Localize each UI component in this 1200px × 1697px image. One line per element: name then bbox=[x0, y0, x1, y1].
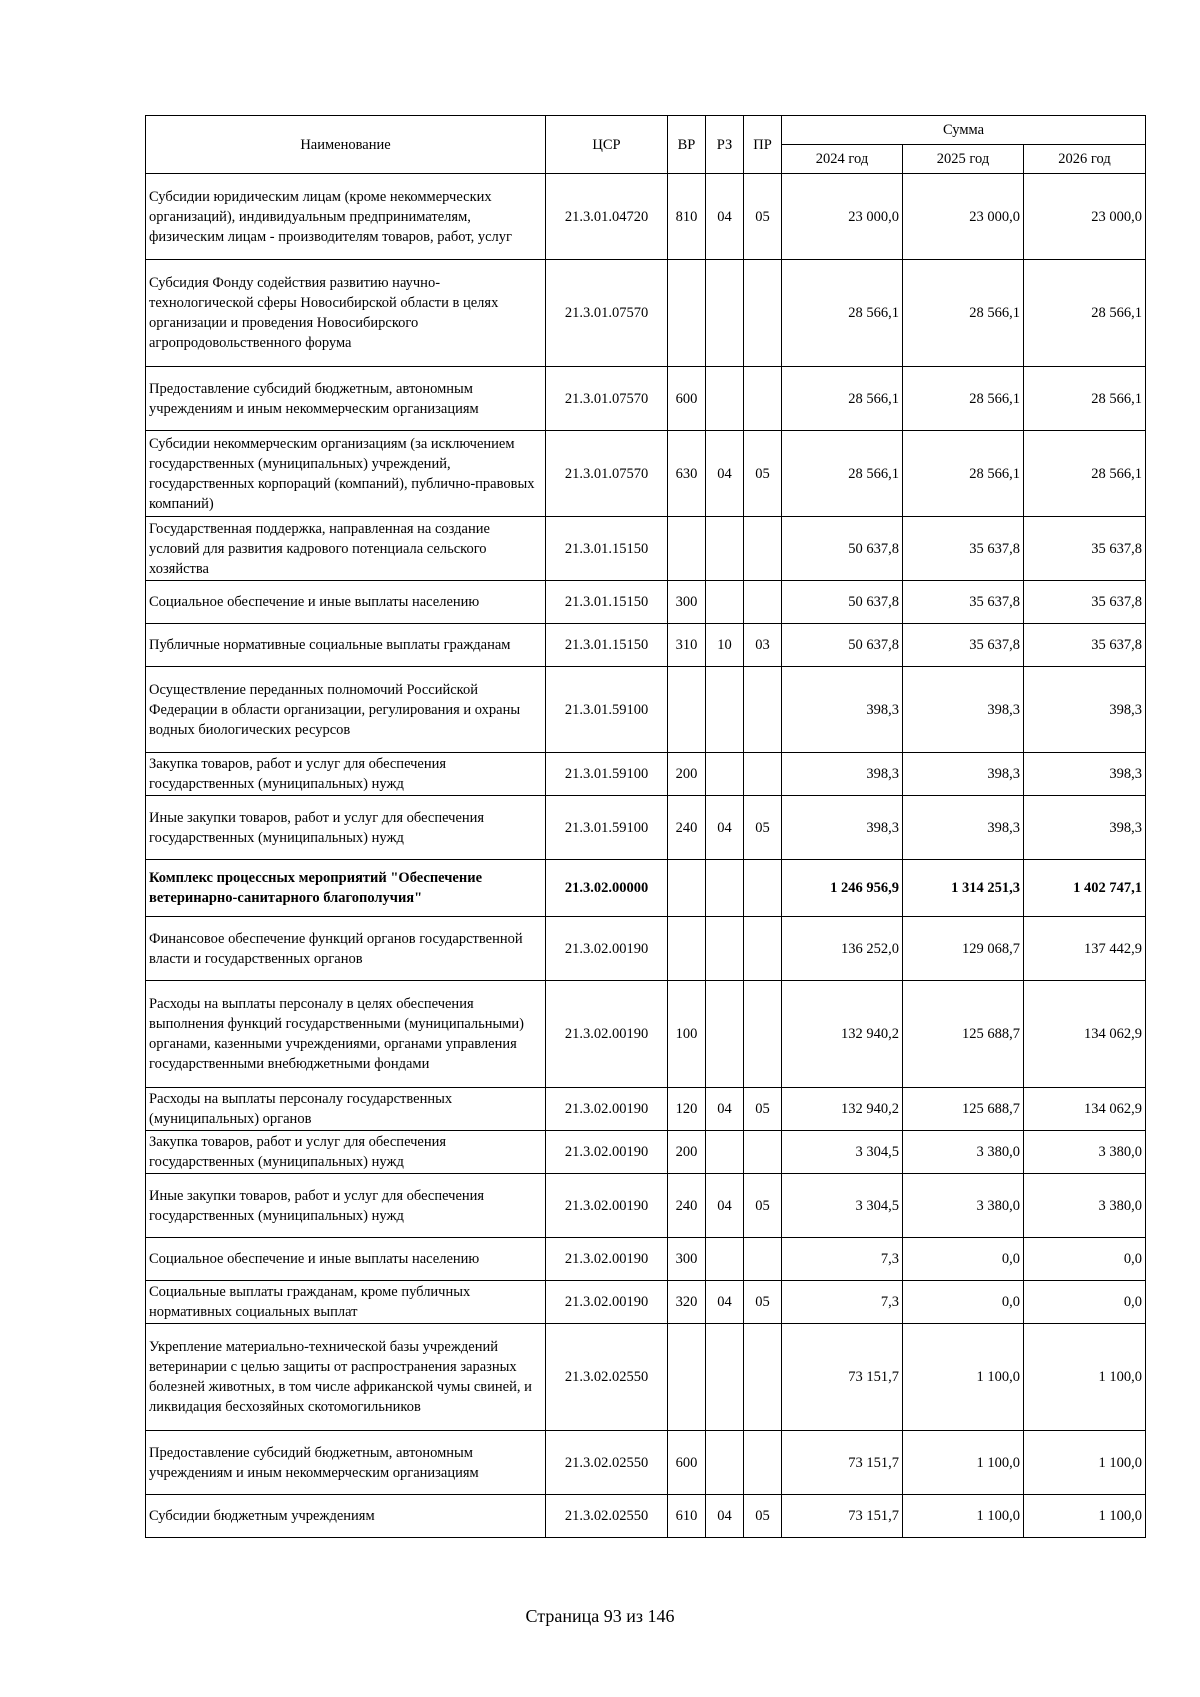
row-sum-2026: 134 062,9 bbox=[1024, 981, 1146, 1088]
header-vr: ВР bbox=[668, 116, 706, 174]
row-sum-2025: 1 314 251,3 bbox=[903, 860, 1024, 917]
row-rz bbox=[706, 581, 744, 624]
row-name: Осуществление переданных полномочий Российской Федерации в области организации, регулирования и охраны водных биологических ресурсов bbox=[146, 667, 546, 753]
row-sum-2024: 132 940,2 bbox=[782, 981, 903, 1088]
row-sum-2024: 50 637,8 bbox=[782, 624, 903, 667]
budget-table bbox=[145, 115, 1146, 1538]
row-sum-2025: 35 637,8 bbox=[903, 581, 1024, 624]
row-rz: 10 bbox=[706, 624, 744, 667]
row-vr bbox=[668, 260, 706, 367]
header-sum: Сумма bbox=[782, 116, 1146, 145]
row-name: Предоставление субсидий бюджетным, автономным учреждениям и иным некоммерческим организациям bbox=[146, 1431, 546, 1495]
row-vr: 240 bbox=[668, 796, 706, 860]
row-sum-2025: 28 566,1 bbox=[903, 431, 1024, 517]
row-pr: 05 bbox=[744, 174, 782, 260]
row-sum-2024: 73 151,7 bbox=[782, 1495, 903, 1538]
row-pr bbox=[744, 1238, 782, 1281]
row-sum-2025: 28 566,1 bbox=[903, 367, 1024, 431]
row-sum-2025: 28 566,1 bbox=[903, 260, 1024, 367]
row-name: Субсидии юридическим лицам (кроме некоммерческих организаций), индивидуальным предпринимателям, физическим лицам - производителям товаров, работ, услуг bbox=[146, 174, 546, 260]
row-csr: 21.3.02.00190 bbox=[546, 917, 668, 981]
table-row bbox=[146, 667, 1146, 753]
table-body bbox=[146, 174, 1146, 1538]
row-csr: 21.3.01.59100 bbox=[546, 753, 668, 796]
row-name: Социальное обеспечение и иные выплаты населению bbox=[146, 581, 546, 624]
row-sum-2025: 125 688,7 bbox=[903, 1088, 1024, 1131]
row-name: Закупка товаров, работ и услуг для обеспечения государственных (муниципальных) нужд bbox=[146, 753, 546, 796]
row-csr: 21.3.02.00000 bbox=[546, 860, 668, 917]
row-sum-2026: 23 000,0 bbox=[1024, 174, 1146, 260]
row-sum-2025: 1 100,0 bbox=[903, 1324, 1024, 1431]
row-vr: 300 bbox=[668, 581, 706, 624]
table-row bbox=[146, 624, 1146, 667]
row-name: Публичные нормативные социальные выплаты гражданам bbox=[146, 624, 546, 667]
row-name: Иные закупки товаров, работ и услуг для обеспечения государственных (муниципальных) нужд bbox=[146, 796, 546, 860]
header-year-2026: 2026 год bbox=[1024, 145, 1146, 174]
row-rz bbox=[706, 1431, 744, 1495]
row-csr: 21.3.02.02550 bbox=[546, 1324, 668, 1431]
row-sum-2026: 398,3 bbox=[1024, 667, 1146, 753]
row-csr: 21.3.01.04720 bbox=[546, 174, 668, 260]
row-pr: 05 bbox=[744, 796, 782, 860]
row-pr bbox=[744, 917, 782, 981]
row-sum-2026: 134 062,9 bbox=[1024, 1088, 1146, 1131]
page-number: Страница 93 из 146 bbox=[525, 1606, 675, 1626]
row-vr: 240 bbox=[668, 1174, 706, 1238]
row-sum-2025: 35 637,8 bbox=[903, 624, 1024, 667]
row-vr: 200 bbox=[668, 753, 706, 796]
row-vr bbox=[668, 667, 706, 753]
row-rz bbox=[706, 753, 744, 796]
row-vr: 810 bbox=[668, 174, 706, 260]
row-pr bbox=[744, 981, 782, 1088]
row-rz: 04 bbox=[706, 1174, 744, 1238]
row-vr: 200 bbox=[668, 1131, 706, 1174]
row-csr: 21.3.02.00190 bbox=[546, 1088, 668, 1131]
table-row bbox=[146, 753, 1146, 796]
row-csr: 21.3.01.15150 bbox=[546, 517, 668, 581]
row-sum-2026: 137 442,9 bbox=[1024, 917, 1146, 981]
row-pr: 03 bbox=[744, 624, 782, 667]
row-sum-2024: 23 000,0 bbox=[782, 174, 903, 260]
row-csr: 21.3.01.07570 bbox=[546, 260, 668, 367]
row-rz bbox=[706, 917, 744, 981]
row-sum-2024: 28 566,1 bbox=[782, 367, 903, 431]
row-name: Государственная поддержка, направленная на создание условий для развития кадрового потенциала сельского хозяйства bbox=[146, 517, 546, 581]
row-sum-2026: 3 380,0 bbox=[1024, 1131, 1146, 1174]
row-sum-2025: 23 000,0 bbox=[903, 174, 1024, 260]
row-csr: 21.3.02.00190 bbox=[546, 1131, 668, 1174]
row-pr bbox=[744, 581, 782, 624]
row-vr bbox=[668, 917, 706, 981]
row-sum-2024: 7,3 bbox=[782, 1238, 903, 1281]
row-name: Субсидии некоммерческим организациям (за исключением государственных (муниципальных) учреждений, государственных корпораций (компаний), публично-правовых компаний) bbox=[146, 431, 546, 517]
row-sum-2024: 73 151,7 bbox=[782, 1324, 903, 1431]
row-csr: 21.3.01.15150 bbox=[546, 581, 668, 624]
row-name: Финансовое обеспечение функций органов государственной власти и государственных органов bbox=[146, 917, 546, 981]
table-row bbox=[146, 981, 1146, 1088]
row-sum-2026: 28 566,1 bbox=[1024, 260, 1146, 367]
row-vr: 600 bbox=[668, 367, 706, 431]
row-rz bbox=[706, 860, 744, 917]
row-rz bbox=[706, 1324, 744, 1431]
row-csr: 21.3.01.59100 bbox=[546, 667, 668, 753]
table-row bbox=[146, 1324, 1146, 1431]
row-sum-2024: 398,3 bbox=[782, 753, 903, 796]
row-sum-2024: 132 940,2 bbox=[782, 1088, 903, 1131]
row-pr bbox=[744, 1131, 782, 1174]
header-year-2024: 2024 год bbox=[782, 145, 903, 174]
row-sum-2024: 7,3 bbox=[782, 1281, 903, 1324]
row-name: Расходы на выплаты персоналу в целях обеспечения выполнения функций государственными (муниципальными) органами, казенными учреждениями, органами управления государственными внебюджетными фондами bbox=[146, 981, 546, 1088]
row-sum-2024: 3 304,5 bbox=[782, 1174, 903, 1238]
row-vr bbox=[668, 860, 706, 917]
row-pr bbox=[744, 1324, 782, 1431]
row-sum-2024: 398,3 bbox=[782, 667, 903, 753]
row-vr: 320 bbox=[668, 1281, 706, 1324]
table-row bbox=[146, 1174, 1146, 1238]
row-sum-2026: 28 566,1 bbox=[1024, 431, 1146, 517]
row-vr: 300 bbox=[668, 1238, 706, 1281]
row-sum-2024: 73 151,7 bbox=[782, 1431, 903, 1495]
table-row bbox=[146, 1088, 1146, 1131]
row-csr: 21.3.02.00190 bbox=[546, 1174, 668, 1238]
header-rz: РЗ bbox=[706, 116, 744, 174]
row-sum-2026: 1 100,0 bbox=[1024, 1431, 1146, 1495]
row-sum-2025: 0,0 bbox=[903, 1281, 1024, 1324]
row-csr: 21.3.02.00190 bbox=[546, 981, 668, 1088]
row-sum-2025: 1 100,0 bbox=[903, 1495, 1024, 1538]
row-rz bbox=[706, 260, 744, 367]
row-pr bbox=[744, 667, 782, 753]
row-sum-2025: 398,3 bbox=[903, 796, 1024, 860]
header-year-2025: 2025 год bbox=[903, 145, 1024, 174]
table-row bbox=[146, 1281, 1146, 1324]
row-name: Субсидия Фонду содействия развитию научно-технологической сферы Новосибирской области в целях организации и проведения Новосибирского агропродовольственного форума bbox=[146, 260, 546, 367]
row-vr: 610 bbox=[668, 1495, 706, 1538]
row-pr: 05 bbox=[744, 1281, 782, 1324]
row-rz: 04 bbox=[706, 1495, 744, 1538]
row-sum-2025: 0,0 bbox=[903, 1238, 1024, 1281]
table-row bbox=[146, 581, 1146, 624]
row-name: Субсидии бюджетным учреждениям bbox=[146, 1495, 546, 1538]
row-sum-2025: 3 380,0 bbox=[903, 1131, 1024, 1174]
row-rz bbox=[706, 1238, 744, 1281]
table-row bbox=[146, 431, 1146, 517]
row-sum-2025: 398,3 bbox=[903, 753, 1024, 796]
table-row bbox=[146, 260, 1146, 367]
row-pr: 05 bbox=[744, 1495, 782, 1538]
row-sum-2026: 1 402 747,1 bbox=[1024, 860, 1146, 917]
row-vr: 630 bbox=[668, 431, 706, 517]
row-name: Расходы на выплаты персоналу государственных (муниципальных) органов bbox=[146, 1088, 546, 1131]
row-pr bbox=[744, 260, 782, 367]
row-sum-2024: 28 566,1 bbox=[782, 431, 903, 517]
row-csr: 21.3.02.02550 bbox=[546, 1431, 668, 1495]
table-row bbox=[146, 1431, 1146, 1495]
table-row bbox=[146, 517, 1146, 581]
row-pr bbox=[744, 367, 782, 431]
row-sum-2026: 28 566,1 bbox=[1024, 367, 1146, 431]
row-name: Закупка товаров, работ и услуг для обеспечения государственных (муниципальных) нужд bbox=[146, 1131, 546, 1174]
row-rz: 04 bbox=[706, 431, 744, 517]
row-sum-2026: 3 380,0 bbox=[1024, 1174, 1146, 1238]
row-sum-2026: 1 100,0 bbox=[1024, 1495, 1146, 1538]
row-sum-2024: 50 637,8 bbox=[782, 517, 903, 581]
row-rz bbox=[706, 367, 744, 431]
row-name: Предоставление субсидий бюджетным, автономным учреждениям и иным некоммерческим организациям bbox=[146, 367, 546, 431]
row-sum-2025: 129 068,7 bbox=[903, 917, 1024, 981]
row-sum-2025: 125 688,7 bbox=[903, 981, 1024, 1088]
row-sum-2024: 398,3 bbox=[782, 796, 903, 860]
row-vr: 100 bbox=[668, 981, 706, 1088]
row-sum-2024: 50 637,8 bbox=[782, 581, 903, 624]
row-sum-2025: 3 380,0 bbox=[903, 1174, 1024, 1238]
header-name: Наименование bbox=[146, 116, 546, 174]
row-pr: 05 bbox=[744, 1088, 782, 1131]
row-sum-2026: 398,3 bbox=[1024, 796, 1146, 860]
row-sum-2024: 28 566,1 bbox=[782, 260, 903, 367]
table-row bbox=[146, 860, 1146, 917]
header-pr: ПР bbox=[744, 116, 782, 174]
row-name: Укрепление материально-технической базы учреждений ветеринарии с целью защиты от распространения заразных болезней животных, в том числе африканской чумы свиней, и ликвидация бесхозяйных скотомогильников bbox=[146, 1324, 546, 1431]
row-pr: 05 bbox=[744, 1174, 782, 1238]
row-rz bbox=[706, 667, 744, 753]
row-pr bbox=[744, 1431, 782, 1495]
table-row bbox=[146, 367, 1146, 431]
table-row bbox=[146, 917, 1146, 981]
row-vr bbox=[668, 1324, 706, 1431]
table-row bbox=[146, 174, 1146, 260]
row-sum-2025: 1 100,0 bbox=[903, 1431, 1024, 1495]
row-rz: 04 bbox=[706, 1281, 744, 1324]
row-sum-2025: 35 637,8 bbox=[903, 517, 1024, 581]
row-name: Социальное обеспечение и иные выплаты населению bbox=[146, 1238, 546, 1281]
row-rz: 04 bbox=[706, 796, 744, 860]
row-rz bbox=[706, 981, 744, 1088]
table-row bbox=[146, 1131, 1146, 1174]
row-csr: 21.3.02.00190 bbox=[546, 1238, 668, 1281]
row-name: Комплекс процессных мероприятий "Обеспечение ветеринарно-санитарного благополучия" bbox=[146, 860, 546, 917]
table-row bbox=[146, 796, 1146, 860]
row-sum-2026: 398,3 bbox=[1024, 753, 1146, 796]
row-name: Социальные выплаты гражданам, кроме публичных нормативных социальных выплат bbox=[146, 1281, 546, 1324]
row-csr: 21.3.01.07570 bbox=[546, 431, 668, 517]
row-sum-2024: 1 246 956,9 bbox=[782, 860, 903, 917]
row-vr: 120 bbox=[668, 1088, 706, 1131]
row-rz: 04 bbox=[706, 174, 744, 260]
table-row bbox=[146, 1495, 1146, 1538]
row-vr bbox=[668, 517, 706, 581]
header-csr: ЦСР bbox=[546, 116, 668, 174]
row-vr: 310 bbox=[668, 624, 706, 667]
row-pr bbox=[744, 753, 782, 796]
row-csr: 21.3.01.15150 bbox=[546, 624, 668, 667]
row-rz bbox=[706, 517, 744, 581]
row-sum-2024: 136 252,0 bbox=[782, 917, 903, 981]
row-name: Иные закупки товаров, работ и услуг для обеспечения государственных (муниципальных) нужд bbox=[146, 1174, 546, 1238]
row-csr: 21.3.02.02550 bbox=[546, 1495, 668, 1538]
table-row bbox=[146, 1238, 1146, 1281]
row-csr: 21.3.02.00190 bbox=[546, 1281, 668, 1324]
row-sum-2025: 398,3 bbox=[903, 667, 1024, 753]
row-pr bbox=[744, 517, 782, 581]
row-sum-2026: 35 637,8 bbox=[1024, 517, 1146, 581]
row-rz bbox=[706, 1131, 744, 1174]
row-rz: 04 bbox=[706, 1088, 744, 1131]
row-sum-2026: 0,0 bbox=[1024, 1238, 1146, 1281]
row-sum-2026: 35 637,8 bbox=[1024, 624, 1146, 667]
row-pr: 05 bbox=[744, 431, 782, 517]
row-csr: 21.3.01.07570 bbox=[546, 367, 668, 431]
row-csr: 21.3.01.59100 bbox=[546, 796, 668, 860]
row-sum-2026: 0,0 bbox=[1024, 1281, 1146, 1324]
row-vr: 600 bbox=[668, 1431, 706, 1495]
row-sum-2026: 35 637,8 bbox=[1024, 581, 1146, 624]
row-sum-2024: 3 304,5 bbox=[782, 1131, 903, 1174]
row-pr bbox=[744, 860, 782, 917]
row-sum-2026: 1 100,0 bbox=[1024, 1324, 1146, 1431]
